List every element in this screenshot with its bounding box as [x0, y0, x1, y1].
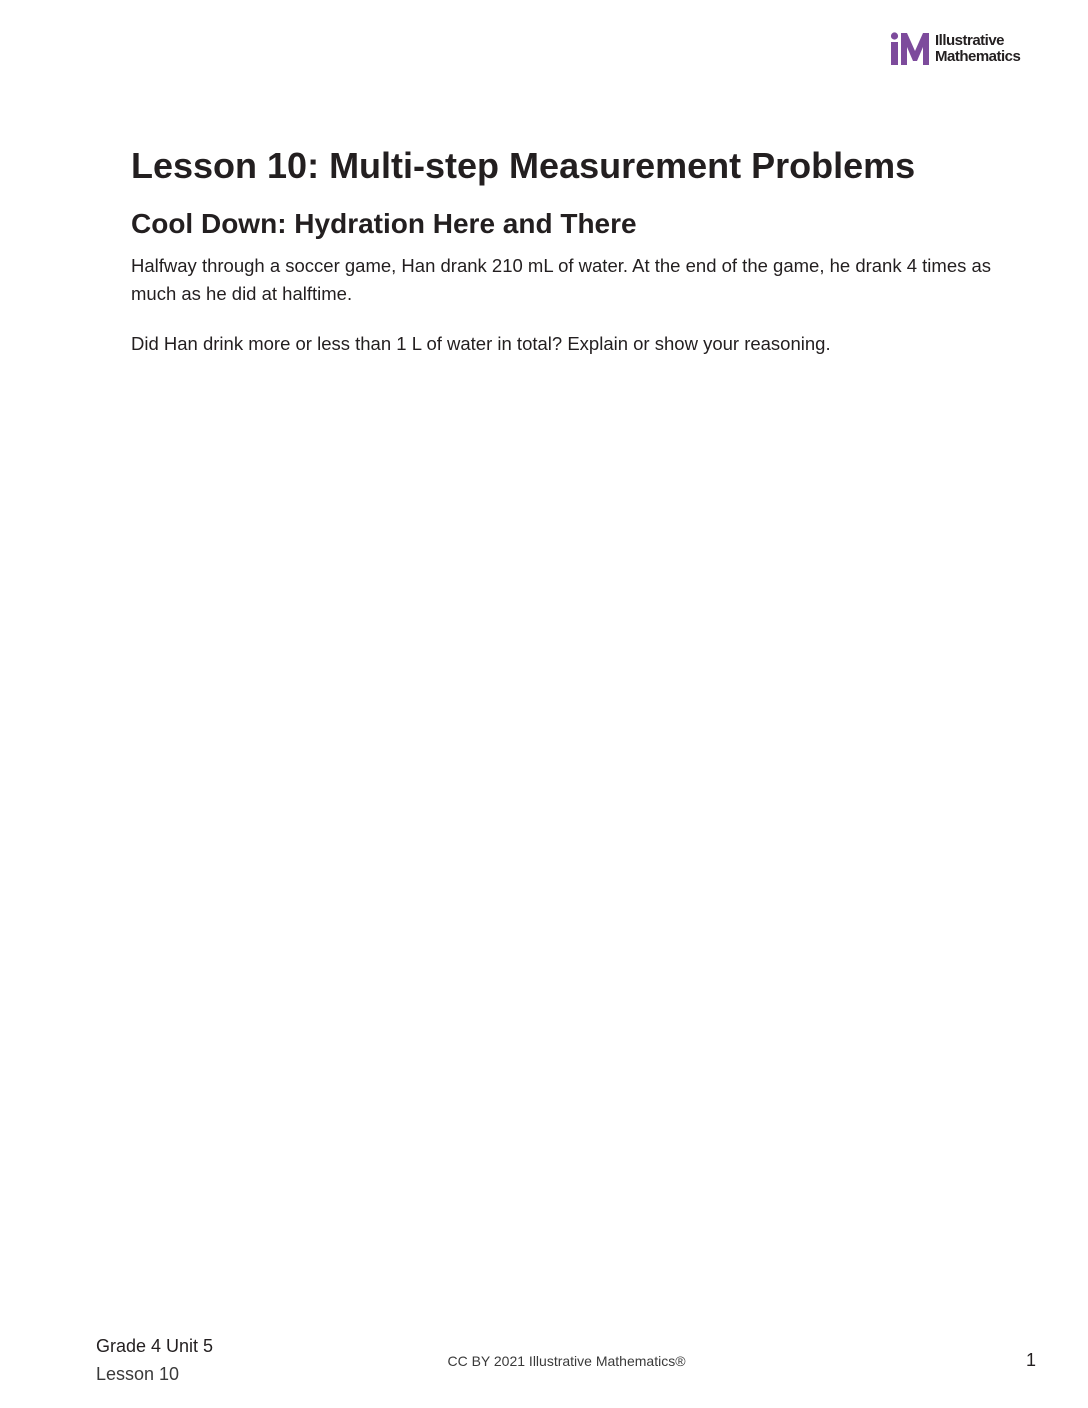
page-number: 1 — [1025, 1350, 1036, 1370]
problem-paragraph: Halfway through a soccer game, Han drank 210 mL of water. At the end of the game, he drank 4 times as much as he did at halftime. — [131, 255, 992, 304]
im-logo-mark-icon — [890, 32, 930, 66]
footer-lesson: Lesson 10 — [96, 1364, 180, 1384]
footer-grade-unit: Grade 4 Unit 5 — [96, 1336, 214, 1356]
logo-line-2: Mathematics — [935, 48, 1021, 65]
section-title: Cool Down: Hydration Here and There — [131, 208, 637, 239]
question-paragraph: Did Han drink more or less than 1 L of water in total? Explain or show your reasoning. — [131, 333, 831, 354]
illustrative-mathematics-logo — [890, 32, 1020, 66]
lesson-title: Lesson 10: Multi-step Measurement Problems — [131, 145, 916, 186]
logo-wordmark — [935, 33, 1020, 65]
footer-copyright: CC BY 2021 Illustrative Mathematics® — [447, 1353, 686, 1369]
logo-line-1: Illustrative — [935, 32, 1005, 49]
